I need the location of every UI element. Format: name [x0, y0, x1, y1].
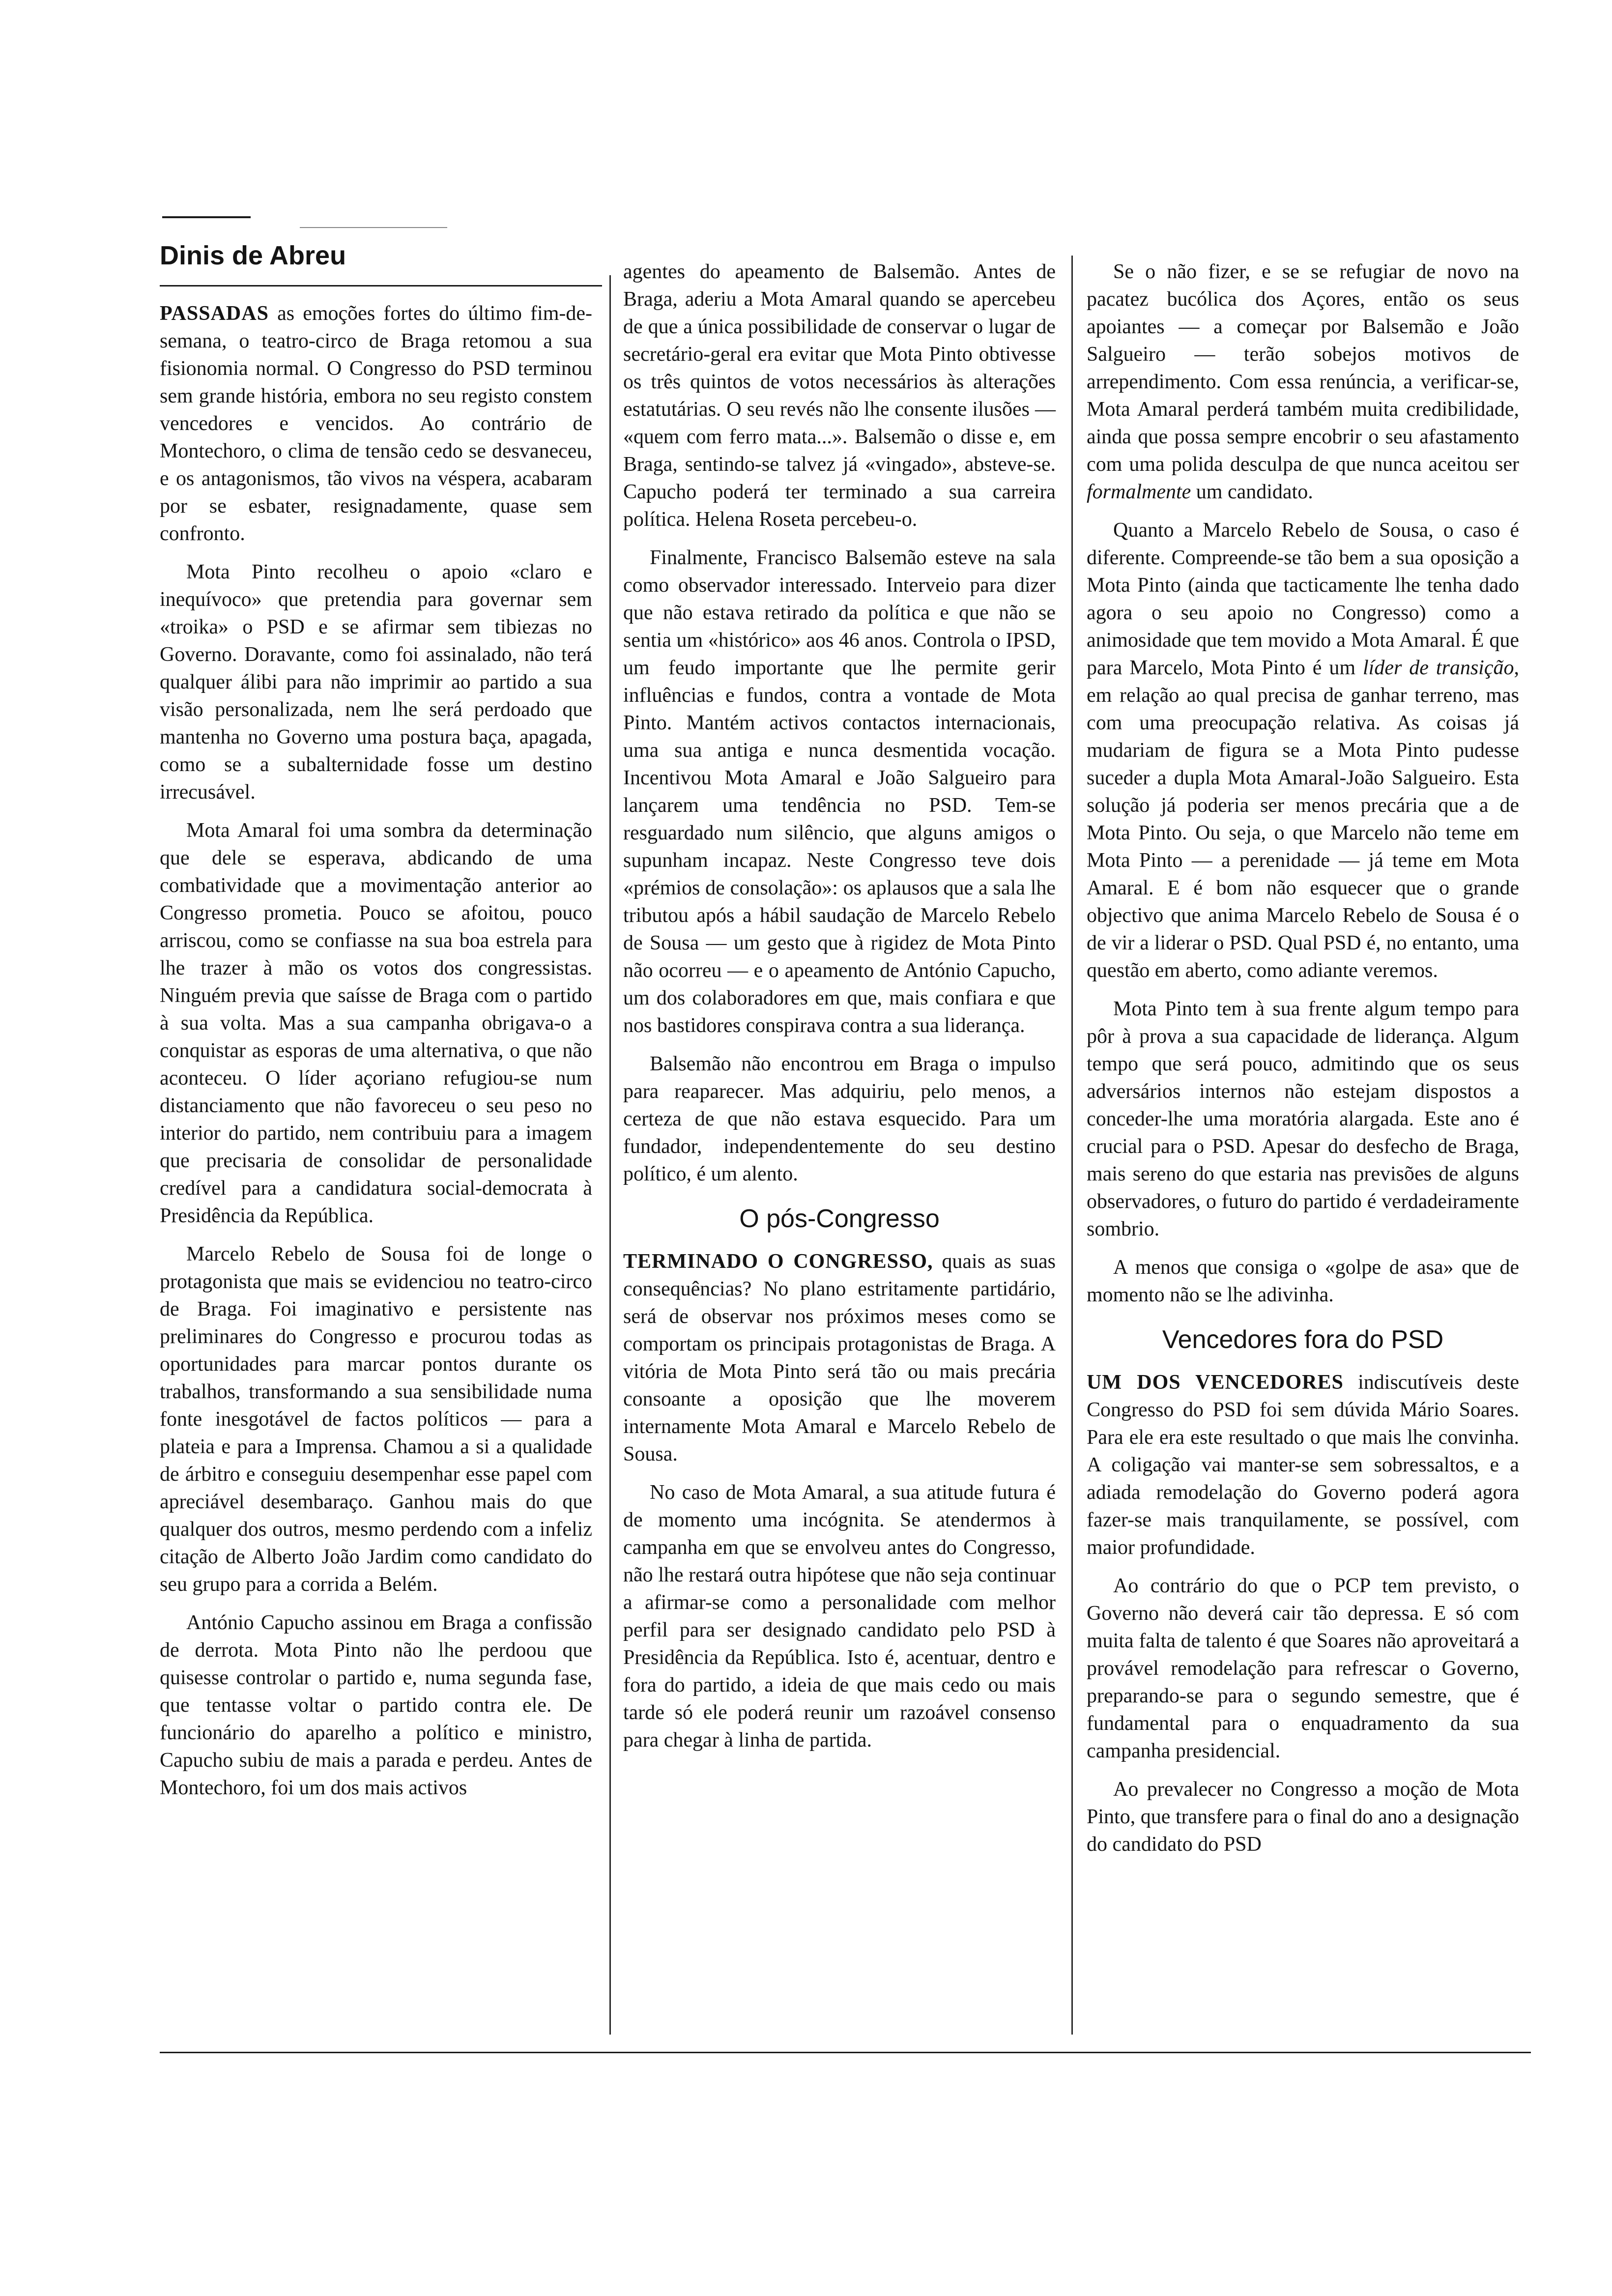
lead-in: UM DOS VENCEDORES — [1087, 1371, 1344, 1394]
byline-rule — [160, 285, 602, 287]
section-heading: Vencedores fora do PSD — [1162, 1325, 1444, 1354]
column-divider-2 — [1071, 256, 1073, 2035]
paragraph: Ao prevalecer no Congresso a moção de Mota Pinto, que transfere para o final do ano a designação do candidato do PSD — [1087, 1778, 1519, 1856]
section-heading: O pós-Congresso — [739, 1205, 940, 1233]
column-1 — [160, 300, 592, 1802]
paragraph: Marcelo Rebelo de Sousa foi de longe o protagonista que mais se evidenciou no teatro-circo de Braga. Foi imaginativo e persistente nas preliminares do Congresso e procurou todas as oportunidades para marcar pontos durante os trabalhos, transformando a sua sensibilidade numa fonte inesgotável de factos políticos — para a plateia e para a Imprensa. Chamou a si a qualidade de árbitro e conseguiu desempenhar esse papel com apreciável desembaraço. Ganhou mais do que qualquer dos outros, mesmo perdendo com a infeliz citação de Alberto João Jardim como candidato do seu grupo para a corrida a Belém. — [160, 1243, 592, 1596]
paragraph: Finalmente, Francisco Balsemão esteve na sala como observador interessado. Interveio para dizer que não estava retirado da política e que não se sentia um «histórico» aos 46 anos. Controla o IPSD, um feudo importante que lhe permite gerir influências e fundos, contra a vontade de Mota Pinto. Mantém activos contactos internacionais, uma sua antiga e nunca desmentida vocação. Incentivou Mota Amaral e João Salgueiro para lançarem uma tendência no PSD. Tem-se resguardado num silêncio, que alguns amigos o supunham incapaz. Neste Congresso teve dois «prémios de consolação»: os aplausos que a sala lhe tributou após a hábil saudação de Marcelo Rebelo de Sousa — um gesto que à rigidez de Mota Pinto não ocorreu — e o apeamento de António Capucho, um dos colaboradores em que, mais confiara e que nos bastidores conspirava contra a sua liderança. — [623, 546, 1056, 1037]
paragraph: TERMINADO O CONGRESSO, quais as suas consequências? No plano estritamente partidário, será de observar nos próximos meses como se comportam os principais protagonistas de Braga. A vitória de Mota Pinto será tão ou mais precária consoante a oposição que lhe moverem internamente Mota Amaral e Marcelo Rebelo de Sousa. — [623, 1250, 1056, 1465]
paragraph: Balsemão não encontrou em Braga o impulso para reaparecer. Mas adquiriu, pelo menos, a certeza de que não estava esquecido. Para um fundador, independentemente do seu destino político, é um alento. — [623, 1053, 1056, 1185]
column-2 — [623, 258, 1056, 1754]
paragraph: Se o não fizer, e se se refugiar de novo na pacatez bucólica dos Açores, então os seus apoiantes — a começar por Balsemão e João Salgueiro — terão sobejos motivos de arrependimento. Com essa renúncia, a verificar-se, Mota Amaral perderá também muita credibilidade, ainda que possa sempre encobrir o seu afastamento com uma polida desculpa de que nunca aceitou ser formalmente um candidato. — [1087, 260, 1519, 503]
paragraph: Mota Amaral foi uma sombra da determinação que dele se esperava, abdicando de uma combatividade que a movimentação anterior ao Congresso prometia. Pouco se afoitou, pouco arriscou, como se confiasse na sua boa estrela para lhe trazer à mão os votos dos congressistas. Ninguém previa que saísse de Braga com o partido à sua volta. Mas a sua campanha obrigava-o a conquistar as esporas de uma alternativa, o que não aconteceu. O líder açoriano refugiou-se num distanciamento que não favoreceu o seu peso no interior do partido, nem contribuiu para a imagem que precisaria de consolidar de personalidade credível para a candidatura social-democrata à Presidência da República. — [160, 819, 592, 1227]
paragraph: Mota Pinto recolheu o apoio «claro e inequívoco» que pretendia para governar sem «troika» o PSD e se afirmar sem tibiezas no Governo. Doravante, como foi assinalado, não terá qualquer álibi para não imprimir ao partido a sua visão personalizada, nem lhe será perdoado que mantenha no Governo uma postura baça, apagada, como se a subalternidade fosse um destino irrecusável. — [160, 561, 592, 804]
header-rule-dotted — [300, 227, 447, 228]
paragraph: UM DOS VENCEDORES indiscutíveis deste Congresso do PSD foi sem dúvida Mário Soares. Para ele era este resultado o que mais lhe convinha. A coligação vai manter-se sem sobressaltos, e a adiada remodelação do Governo poderá agora fazer-se mais tranquilamente, se possível, com maior profundidade. — [1087, 1371, 1519, 1559]
byline: Dinis de Abreu — [160, 241, 346, 270]
header-rule-short — [162, 216, 251, 218]
lead-in: TERMINADO O CONGRESSO, — [623, 1250, 933, 1273]
column-divider-1 — [609, 275, 611, 2035]
paragraph: Mota Pinto tem à sua frente algum tempo para pôr à prova a sua capacidade de liderança. Algum tempo que será pouco, admitindo que os seus adversários internos não estejam dispostos a conceder-lhe uma moratória alargada. Este ano é crucial para o PSD. Apesar do desfecho de Braga, mais sereno do que estaria nas previsões de alguns observadores, o futuro do partido é verdadeiramente sombrio. — [1087, 998, 1519, 1240]
paragraph: Quanto a Marcelo Rebelo de Sousa, o caso é diferente. Compreende-se tão bem a sua oposição a Mota Pinto (ainda que tacticamente lhe tenha dado agora o seu apoio no Congresso) como a animosidade que tem movido a Mota Amaral. É que para Marcelo, Mota Pinto é um líder de transição, em relação ao qual precisa de ganhar terreno, mas com uma preocupação relativa. As coisas já mudariam de figura se a Mota Pinto pudesse suceder a dupla Mota Amaral-João Salgueiro. Esta solução já poderia ser menos precária que a de Mota Pinto. Ou seja, o que Marcelo não teme em Mota Pinto — a perenidade — já teme em Mota Amaral. E é bom não esquecer que o grande objectivo que anima Marcelo Rebelo de Sousa é o de vir a liderar o PSD. Qual PSD é, no entanto, uma questão em aberto, como adiante veremos. — [1087, 519, 1519, 982]
paragraph: A menos que consiga o «golpe de asa» que de momento não se lhe adivinha. — [1087, 1256, 1519, 1306]
footer-rule — [160, 2052, 1531, 2053]
lead-in: PASSADAS — [160, 302, 269, 325]
paragraph: PASSADAS as emoções fortes do último fim-de-semana, o teatro-circo de Braga retomou a sua fisionomia normal. O Congresso do PSD terminou sem grande história, embora no seu registo constem vencedores e vencidos. Ao contrário de Montechoro, o clima de tensão cedo se desvaneceu, e os antagonismos, tão vivos na véspera, acabaram por se esbater, resignadamente, quase sem confronto. — [160, 302, 592, 545]
paragraph: agentes do apeamento de Balsemão. Antes de Braga, aderiu a Mota Amaral quando se apercebeu de que a única possibilidade de conservar o lugar de secretário-geral era evitar que Mota Pinto obtivesse os três quintos de votos necessários às alterações estatutárias. O seu revés não lhe consente ilusões — «quem com ferro mata...». Balsemão o disse e, em Braga, sentindo-se talvez já «vingado», absteve-se. Capucho poderá ter terminado a sua carreira política. Helena Roseta percebeu-o. — [623, 260, 1056, 531]
column-3 — [1087, 258, 1519, 1858]
paragraph: António Capucho assinou em Braga a confissão de derrota. Mota Pinto não lhe perdoou que quisesse controlar o partido e, numa segunda fase, que tentasse voltar o partido contra ele. De funcionário do aparelho a político e ministro, Capucho subiu de mais a parada e perdeu. Antes de Montechoro, foi um dos mais activos — [160, 1611, 592, 1799]
paragraph: No caso de Mota Amaral, a sua atitude futura é de momento uma incógnita. Se atendermos à campanha em que se envolveu antes do Congresso, não lhe restará outra hipótese que não seja continuar a afirmar-se como a personalidade com melhor perfil para ser designado candidato pelo PSD à Presidência da República. Isto é, acentuar, dentro e fora do partido, a ideia de que mais cedo ou mais tarde só ele poderá reunir um razoável consenso para chegar à linha de partida. — [623, 1481, 1056, 1751]
paragraph: Ao contrário do que o PCP tem previsto, o Governo não deverá cair tão depressa. E só com muita falta de talento é que Soares não aproveitará a provável remodelação para refrescar o Governo, preparando-se para o segundo semestre, que é fundamental para o enquadramento da sua campanha presidencial. — [1087, 1575, 1519, 1762]
